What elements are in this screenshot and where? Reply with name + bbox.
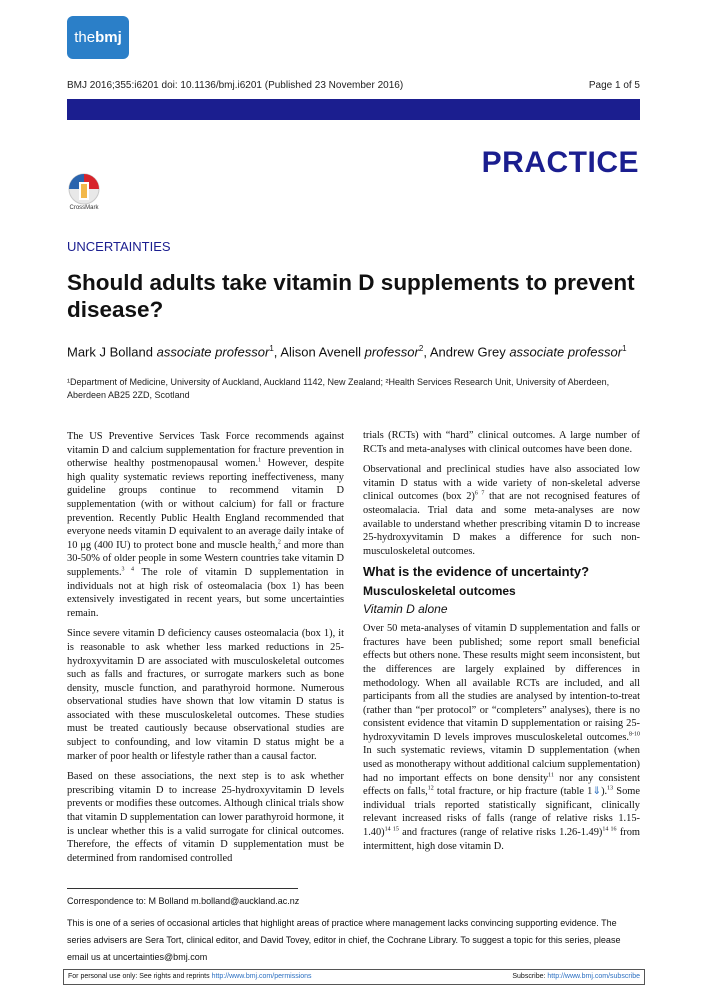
- paragraph: Since severe vitamin D deficiency causes osteomalacia (box 1), it is reasonable to ask whether less marked reductions in 25-hydroxyvitamin D are associated with musculoskeletal outcomes such as falls and fractures, or surrogate markers such as bone density, muscle function, and parathyroid hormone. Numerous observational studies have shown that low vitamin D status is associated with these musculoskeletal outcomes. These studies must be treated cautiously because observational studies are subject to confounding, and low vitamin D status might be a marker of poor health or lifestyle rather than a causal factor.: [67, 628, 344, 762]
- page-number: Page 1 of 5: [588, 80, 640, 91]
- paragraph: Based on these associations, the next step is to ask whether prescribing vitamin D to increase 25-hydroxyvitamin D levels prevents or modifies these outcomes. Although clinical trials show that vitamin D supplementation can lower parathyroid hormone, it is unclear whether this is a valid surrogate for clinical outcomes. Therefore, the effects of vitamin D supplementation must be determined from randomised controlled: [67, 771, 344, 864]
- bmj-logo[interactable]: thebmj: [67, 16, 129, 59]
- paragraph: trials (RCTs) with “hard” clinical outcomes. A large number of RCTs and meta-analyses with clinical outcomes have been done.: [363, 430, 640, 455]
- author-role: associate professor: [509, 344, 623, 360]
- paragraph: Observational and preclinical studies have also associated low vitamin D status with a wide variety of non-skeletal adverse clinical outcomes (box 2)$^{6 7}$ that are not recognised features of osteomalacia. Trial data and some meta-analyses are now available to understand whether prescribing vitamin D to increase 25-hydroxyvitamin D makes a difference for such non-musculoskeletal outcomes.: [363, 464, 640, 557]
- subscribe-link[interactable]: http://www.bmj.com/subscribe: [547, 973, 640, 980]
- heading-evidence: What is the evidence of uncertainty?: [363, 564, 590, 580]
- affiliations: ¹Department of Medicine, University of Auckland, Auckland 1142, New Zealand; ²Health Services Research Unit, University of Aberdeen, Aberdeen AB25 2ZD, Scotland: [67, 377, 610, 400]
- series-note: This is one of a series of occasional articles that highlight areas of practice where management lacks convincing supporting evidence. The series advisers are Sera Tort, clinical editor, and David Tovey, editor in chief, the Cochrane Library. To suggest a topic for this series, please email us at uncertainties@bmj.com: [67, 918, 621, 962]
- paragraph: Over 50 meta-analyses of vitamin D supplementation and falls or fractures have been published; some report small beneficial effects but others none. These results might seem inconsistent, but the differences are largely explained by differences in methodology. When all available RCTs are included, and all participants from all the studies are analysed by intention-to-treat (rather than “per protocol” or “completers” analyses), there is no consistent evidence that vitamin D supplementation or raising 25-hydroxyvitamin D levels improves musculoskeletal outcomes.$^{8-10}$ In such systematic reviews, vitamin D supplementation (when used as monotherapy without additional calcium supplementation) had no important effects on bone density$^{11}$ nor any consistent effects on falls,$^{12}$ total fracture, or hip fracture (table 1⇓).$^{13}$ Some individual trials reported statistically significant, clinically relevant increased risks of falls (range of relative risks 1.15-1.40)$^{14 15}$ and fractures (range of relative risks 1.26-1.49)$^{14 16}$ from intermittent, high dose vitamin D.: [363, 623, 641, 852]
- header-bar: [67, 99, 640, 120]
- article-title: Should adults take vitamin D supplements to prevent disease?: [67, 270, 635, 322]
- author-name: Andrew Grey: [429, 344, 506, 360]
- heading-vitamin-d-alone: Vitamin D alone: [363, 601, 448, 616]
- crossmark-icon[interactable]: [66, 172, 102, 218]
- body-column-left: [67, 430, 344, 872]
- author-name: Alison Avenell: [280, 344, 362, 360]
- author-role: professor: [364, 344, 419, 360]
- permissions-link[interactable]: http://www.bmj.com/permissions: [211, 973, 312, 980]
- correspondence: Correspondence to: M Bolland m.bolland@auckland.ac.nz: [67, 896, 300, 906]
- author-name: Mark J Bolland: [67, 344, 153, 360]
- page-footer: For personal use only: See rights and reprints http://www.bmj.com/permissions Subscribe: http://www.bmj.com/subscribe: [63, 969, 645, 985]
- series-label[interactable]: UNCERTAINTIES: [67, 239, 171, 254]
- section-title: PRACTICE: [481, 146, 639, 179]
- crossmark-label: CrossMark: [69, 205, 99, 211]
- heading-musculoskeletal: Musculoskeletal outcomes: [363, 583, 516, 598]
- paragraph: The US Preventive Services Task Force recommends against vitamin D and calcium supplementation for fracture prevention in otherwise healthy postmenopausal women.$^1$ However, despite high quality systematic reviews reporting ineffectiveness, many guideline groups continue to recommend vitamin D supplementation (with or without calcium) for fall or fracture prevention. Recently Public Health England recommended that everyone needs vitamin D equivalent to an average daily intake of 10 μg (400 IU) to protect bone and muscle health,$^2$ and more than 30-50% of older people in some Western countries take vitamin D supplements.$^{3 4}$ The role of vitamin D supplementation in individuals not at high risk of osteomalacia (box 1) has been extensively investigated in recent years, but some uncertainties remain.: [67, 431, 344, 619]
- body-column-right: [363, 429, 640, 860]
- author-role: associate professor: [156, 344, 270, 360]
- author-list: Mark J Bolland associate professor$^1$, Alison Avenell professor$^2$, Andrew Grey associate professor$^1$: [67, 344, 627, 360]
- footnote-rule: [67, 888, 298, 889]
- table-link[interactable]: ⇓: [592, 786, 602, 798]
- citation: BMJ 2016;355:i6201 doi: 10.1136/bmj.i6201 (Published 23 November 2016): [67, 80, 404, 91]
